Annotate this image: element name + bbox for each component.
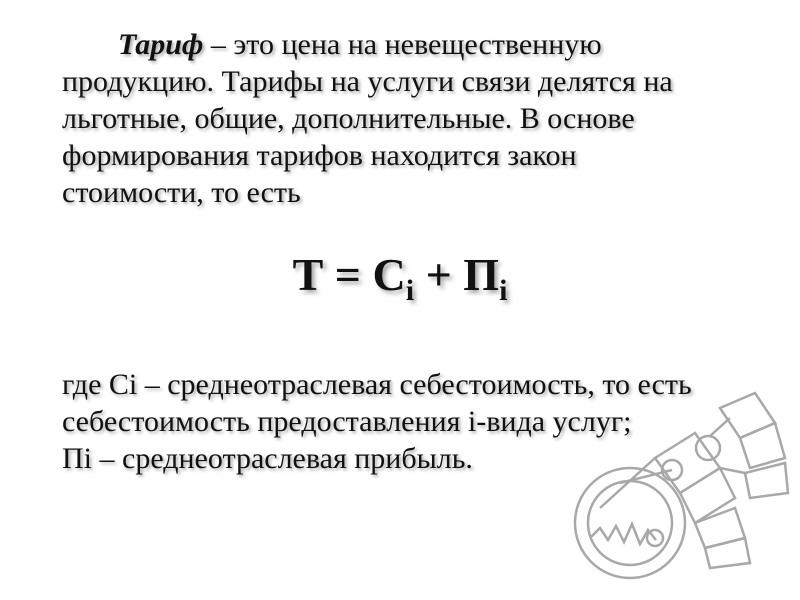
explanation-line-3: Пi – среднеотраслевая прибыль. xyxy=(62,442,473,475)
definition-line-1-rest: – это цена на невещественную xyxy=(203,28,602,61)
definition-line-5: стоимости, то есть xyxy=(62,176,301,209)
explanation-line-2: себестоимость предоставления i-вида услуг; xyxy=(62,405,632,438)
tariff-formula xyxy=(0,248,800,308)
definition-line-4: формирования тарифов находится закон xyxy=(62,139,577,172)
satellite-emblem-icon xyxy=(560,388,790,588)
definition-line-1 xyxy=(62,26,722,63)
definition-line-2: продукцию. Тарифы на услуги связи делятся на xyxy=(62,65,673,98)
explanation-line-1: где Сi – среднеотраслевая себестоимость, то есть xyxy=(62,368,692,401)
tariff-term: Тариф xyxy=(118,28,204,61)
tariff-definition-paragraph xyxy=(62,26,722,211)
formula-subscript-c: i xyxy=(405,274,415,307)
formula-subscript-p: i xyxy=(499,274,508,307)
formula-plus: + П xyxy=(414,249,500,300)
formula-left: Т = С xyxy=(292,249,406,300)
definition-line-3: льготные, общие, дополнительные. В основе xyxy=(62,102,635,135)
